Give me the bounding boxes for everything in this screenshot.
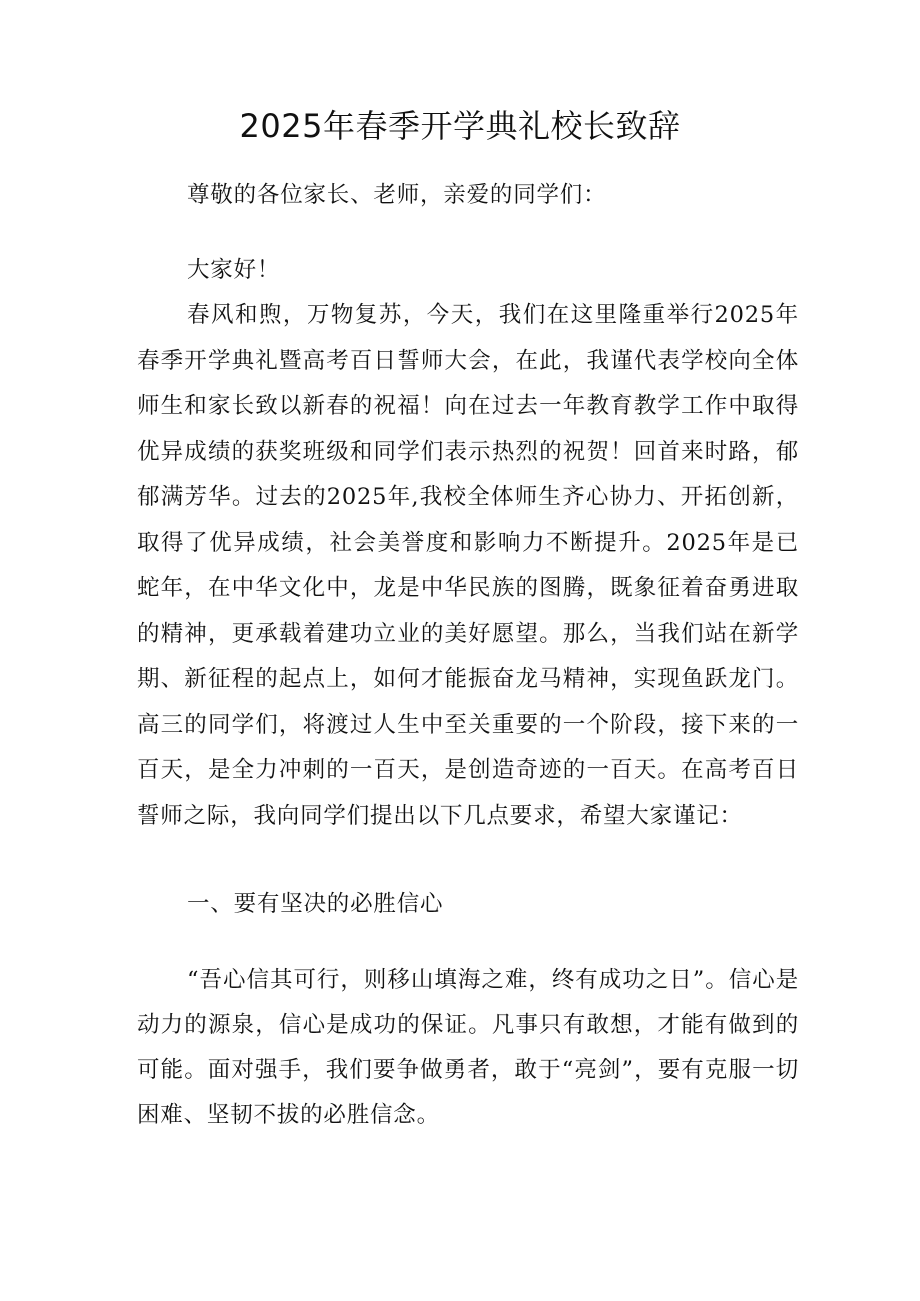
section-heading-1: 一、要有坚决的必胜信心 [187,891,444,917]
document-title: 2025年春季开学典礼校长致辞 [239,107,681,145]
speech-greeting: 尊敬的各位家长、老师，亲爱的同学们： [187,182,607,208]
speech-paragraph-1: 春风和煦，万物复苏，今天，我们在这里隆重举行2025年春季开学典礼暨高考百日誓师大会，在此，我谨代表学校向全体师生和家长致以新春的祝福！向在过去一年教育教学工作中取得优异成绩的获奖班级和同学们表示热烈的祝贺！回首来时路，郁郁满芳华。过去的2025年,我校全体师生齐心协力、开拓创新，取得了优异成绩，社会美誉度和影响力不断提升。2025年是已蛇年，在中华文化中，龙是中华民族的图腾，既象征着奋勇进取的精神，更承载着建功立业的美好愿望。那么，当我们站在新学期、新征程的起点上，如何才能振奋龙马精神，实现鱼跃龙门。高三的同学们，将渡过人生中至关重要的一个阶段，接下来的一百天，是全力冲刺的一百天，是创造奇迹的一百天。在高考百日誓师之际，我向同学们提出以下几点要求，希望大家谨记： [137,302,799,829]
speech-hello: 大家好！ [187,257,281,283]
speech-paragraph-2: “吾心信其可行，则移山填海之难，终有成功之日”。信心是动力的源泉，信心是成功的保证。凡事只有敢想，才能有做到的可能。面对强手，我们要争做勇者，敢于“亮剑”，要有克服一切困难、坚韧不拔的必胜信念。 [137,967,799,1128]
